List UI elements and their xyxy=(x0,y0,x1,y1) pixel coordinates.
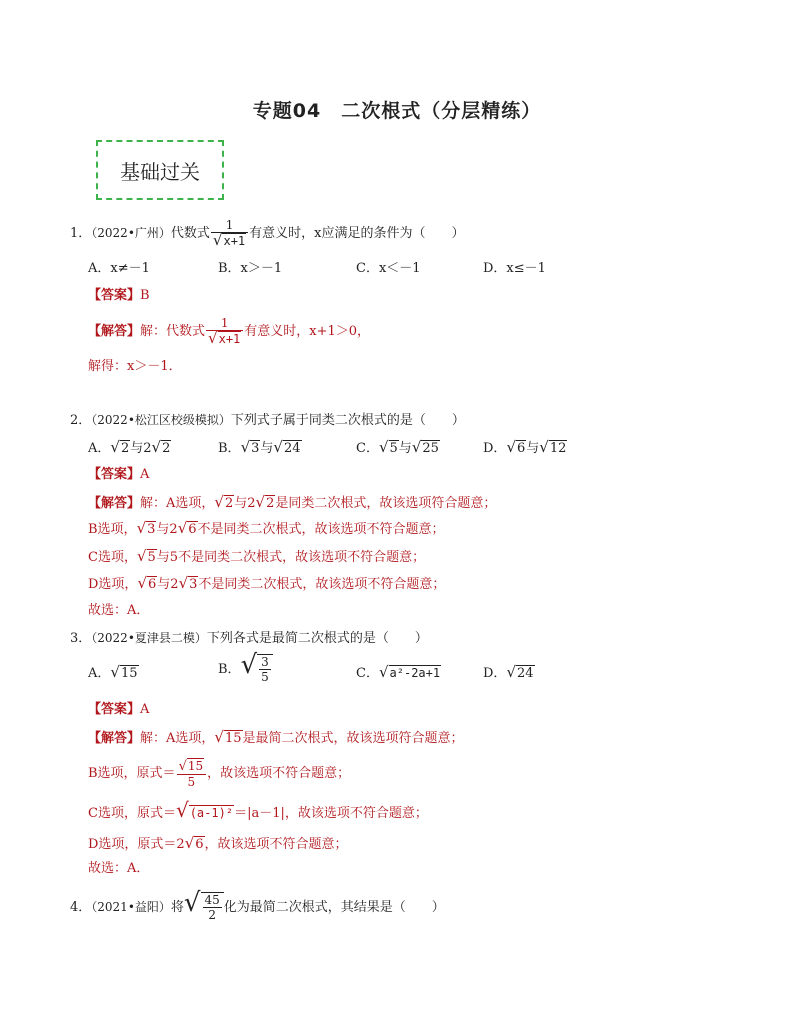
analysis: 【解答】解：A选项，√2与2√2是同类二次根式，故该选项符合题意； xyxy=(88,493,497,511)
page-title: 专题04 二次根式（分层精练） xyxy=(252,100,542,122)
option-a: A．x≠－1 xyxy=(88,261,150,276)
section-badge: 基础过关 xyxy=(96,140,224,200)
question-2: 2．（2022•松江区校级模拟）下列式子属于同类二次根式的是（ ） xyxy=(70,413,465,428)
answer: 【答案】A xyxy=(88,702,150,717)
option-b: B．x＞－1 xyxy=(218,261,283,276)
analysis-line: C选项，原式＝√(a-1)²＝|a－1|，故该选项不符合题意； xyxy=(88,798,428,822)
conclusion: 故选：A． xyxy=(88,603,150,618)
option-d: D．x≤－1 xyxy=(483,261,546,276)
analysis-line: D选项，√6与2√3不是同类二次根式，故该选项不符合题意； xyxy=(88,574,446,592)
question-3: 3．（2022•夏津县二模）下列各式是最简二次根式的是（ ） xyxy=(70,631,428,646)
option-b: B．√ $\frac{3}{5}$ xyxy=(218,654,273,684)
analysis-line: B选项，原式＝ $\frac{√15}{5}$ ，故该选项不符合题意； xyxy=(88,759,351,789)
option-d: D．√24 xyxy=(483,663,534,681)
option-c: C．√a²-2a+1 xyxy=(356,663,441,681)
analysis: 【解答】解：代数式 $\frac{1}{√x+1}$ 有意义时，x+1＞0， xyxy=(88,316,371,347)
question-source: （2022•广州） xyxy=(91,226,171,240)
answer: 【答案】B xyxy=(88,288,150,303)
question-number: 1． xyxy=(70,226,92,241)
question-1: 1．（2022•广州）代数式 $\frac{1}{√x+1}$ 有意义时，x应满足的条件为（ ） xyxy=(70,218,465,249)
answer: 【答案】A xyxy=(88,467,150,482)
analysis-line: D选项，原式＝2√6，故该选项不符合题意； xyxy=(88,834,348,852)
option-d: D．√6与√12 xyxy=(483,438,567,456)
question-4: 4．（2021•益阳）将√ $\frac{45}{2}$ 化为最简二次根式，其结果是（ ） xyxy=(70,888,445,922)
option-c: C．x＜－1 xyxy=(356,261,421,276)
option-c: C．√5与√25 xyxy=(356,438,439,456)
analysis: 【解答】解：A选项，√15是最简二次根式，故该选项符合题意； xyxy=(88,728,464,746)
analysis-line: C选项，√5与5不是同类二次根式，故该选项不符合题意； xyxy=(88,547,426,565)
fraction: $\frac{1}{√x+1}$ xyxy=(211,218,248,249)
option-a: A．√15 xyxy=(88,663,138,681)
analysis-line: 解得：x＞－1． xyxy=(88,359,182,374)
conclusion: 故选：A． xyxy=(88,861,150,876)
analysis-line: B选项，√3与2√6不是同类二次根式，故该选项不符合题意； xyxy=(88,519,445,537)
option-a: A．√2与2√2 xyxy=(88,438,171,456)
option-b: B．√3与√24 xyxy=(218,438,301,456)
